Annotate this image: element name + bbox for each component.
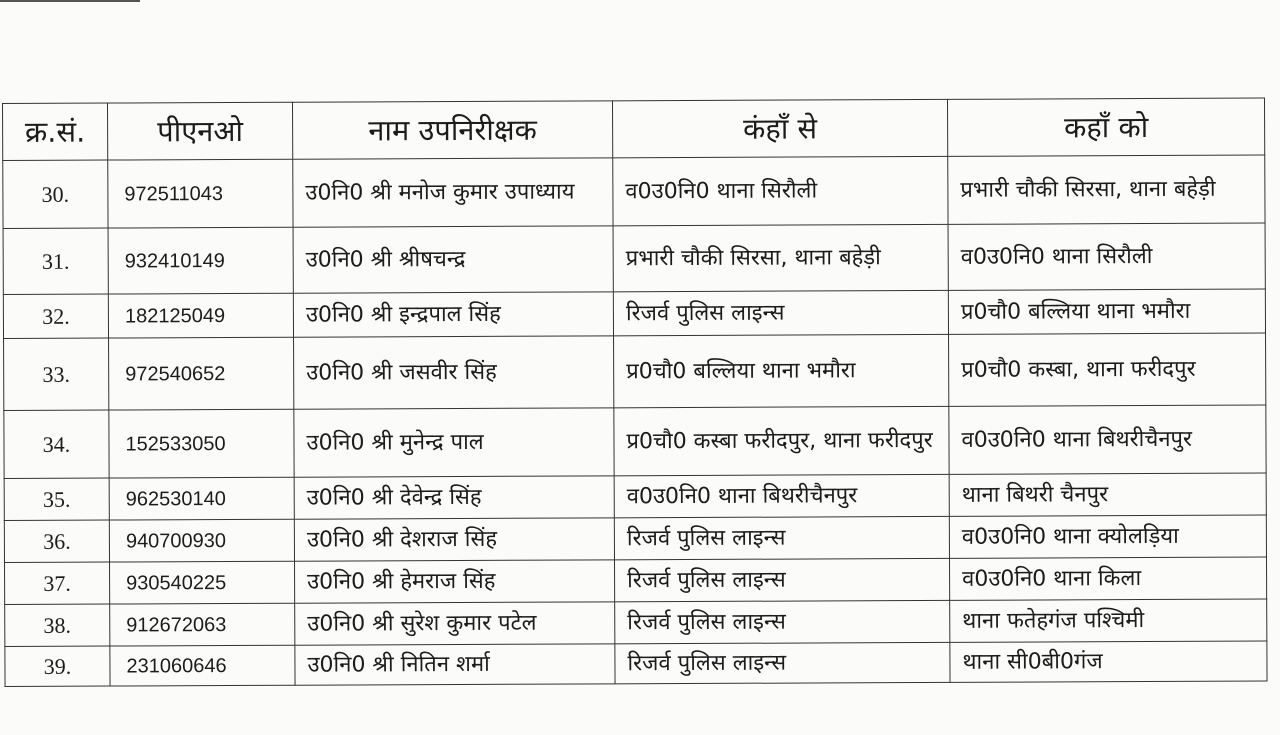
to-cell: प्र0चौ0 कस्बा, थाना फरीदपुर (949, 333, 1266, 406)
pno-cell: 932410149 (108, 227, 293, 294)
name-cell: उ0नि0 श्री मनोज कुमार उपाध्याय (293, 158, 613, 227)
name-cell: उ0नि0 श्री सुरेश कुमार पटेल (295, 602, 615, 645)
table-row (3, 223, 1265, 295)
to-cell: प्र0चौ0 बल्लिया थाना भमौरा (948, 289, 1265, 334)
name-cell: उ0नि0 श्री मुनेन्द्र पाल (294, 408, 614, 477)
serial-no-cell: 35. (4, 478, 109, 520)
serial-no-cell: 37. (5, 562, 110, 604)
to-cell: व0उ0नि0 थाना क्योलड़िया (949, 515, 1266, 558)
serial-no-cell: 36. (4, 520, 109, 562)
table-row (4, 405, 1266, 479)
table-row (3, 155, 1265, 229)
table-header-row (3, 98, 1265, 161)
serial-no-cell: 30. (3, 160, 108, 228)
serial-no-cell: 33. (4, 338, 109, 410)
table-row (3, 289, 1265, 339)
header-to: कहाँ को (947, 98, 1264, 156)
name-cell: उ0नि0 श्री जसवीर सिंह (294, 336, 614, 409)
serial-no-cell: 39. (5, 646, 110, 686)
to-cell: व0उ0नि0 थाना सिरौली (948, 223, 1265, 290)
from-cell: रिजर्व पुलिस लाइन्स (614, 558, 949, 601)
table-row (4, 515, 1266, 563)
transfer-table (2, 97, 1268, 687)
pno-cell: 182125049 (108, 293, 293, 338)
to-cell: प्रभारी चौकी सिरसा, थाना बहेड़ी (948, 155, 1265, 224)
pno-cell: 912672063 (110, 603, 295, 646)
from-cell: रिजर्व पुलिस लाइन्स (613, 290, 948, 335)
pno-cell: 972511043 (108, 159, 293, 228)
name-cell: उ0नि0 श्री देशराज सिंह (294, 518, 614, 561)
pno-cell: 930540225 (110, 561, 295, 604)
table-row (4, 473, 1266, 521)
name-cell: उ0नि0 श्री नितिन शर्मा (295, 644, 615, 685)
serial-no-cell: 32. (3, 294, 108, 338)
serial-no-cell: 38. (5, 604, 110, 646)
from-cell: प्रभारी चौकी सिरसा, थाना बहेड़ी (613, 224, 948, 291)
header-pno: पीएनओ (108, 102, 293, 160)
name-cell: उ0नि0 श्री श्रीषचन्द्र (293, 226, 613, 293)
to-cell: व0उ0नि0 थाना किला (949, 557, 1266, 600)
table-row (5, 599, 1267, 647)
from-cell: व0उ0नि0 थाना बिथरीचैनपुर (614, 474, 949, 517)
header-serial-no: क्र.सं. (3, 103, 108, 160)
pno-cell: 962530140 (109, 477, 294, 520)
table-body (3, 155, 1267, 687)
top-rule-line (0, 0, 140, 2)
pno-cell: 940700930 (109, 519, 294, 562)
pno-cell: 152533050 (109, 409, 294, 478)
name-cell: उ0नि0 श्री देवेन्द्र सिंह (294, 476, 614, 519)
header-name: नाम उपनिरीक्षक (292, 101, 612, 159)
to-cell: थाना बिथरी चैनपुर (949, 473, 1266, 516)
table-row (5, 557, 1267, 605)
to-cell: व0उ0नि0 थाना बिथरीचैनपुर (949, 405, 1266, 474)
from-cell: रिजर्व पुलिस लाइन्स (614, 516, 949, 559)
serial-no-cell: 34. (4, 410, 109, 478)
to-cell: थाना फतेहगंज पश्चिमी (950, 599, 1267, 642)
pno-cell: 972540652 (109, 337, 294, 410)
name-cell: उ0नि0 श्री हेमराज सिंह (295, 560, 615, 603)
from-cell: प्र0चौ0 कस्बा फरीदपुर, थाना फरीदपुर (614, 406, 949, 475)
serial-no-cell: 31. (3, 228, 108, 294)
pno-cell: 231060646 (110, 645, 295, 686)
header-from: कंहाँ से (612, 99, 947, 157)
from-cell: व0उ0नि0 थाना सिरौली (613, 156, 948, 225)
from-cell: रिजर्व पुलिस लाइन्स (615, 642, 950, 683)
name-cell: उ0नि0 श्री इन्द्रपाल सिंह (293, 292, 613, 337)
to-cell: थाना सी0बी0गंज (950, 641, 1267, 682)
from-cell: प्र0चौ0 बल्लिया थाना भमौरा (614, 334, 949, 407)
from-cell: रिजर्व पुलिस लाइन्स (615, 600, 950, 643)
table-row (5, 641, 1267, 687)
table-row (4, 333, 1266, 411)
